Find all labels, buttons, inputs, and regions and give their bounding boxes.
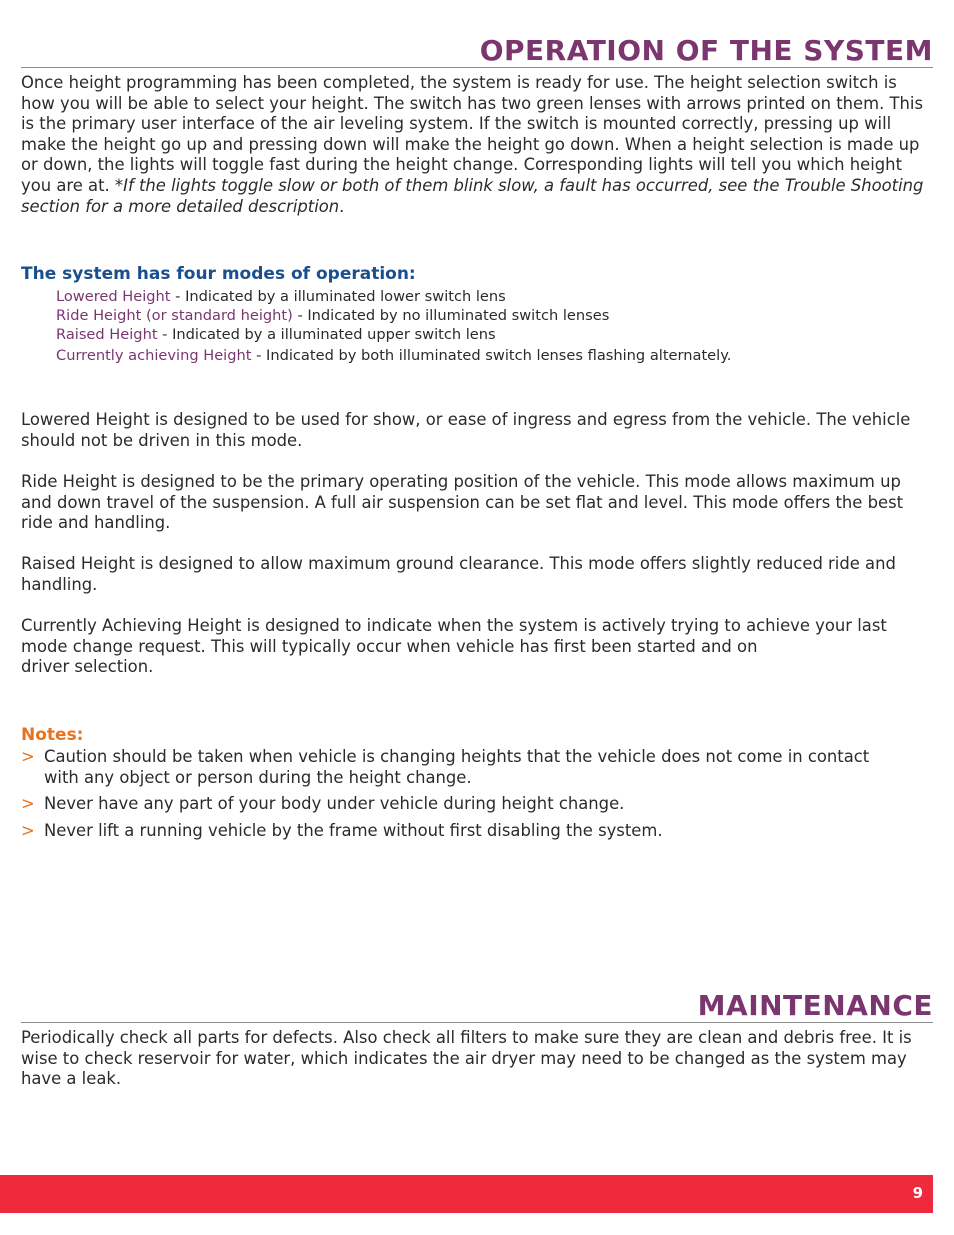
mode-item xyxy=(56,325,936,344)
mode-item xyxy=(56,346,936,365)
intro-text: Once height programming has been completed, the system is ready for use. The height selection switch is how you will be able to select your height. The switch has two green lenses with arrows printed on them. This is the primary user interface of the air leveling system. If the switch is mounted correctly, pressing up will make the height go up and pressing down will make the height go down. When a height selection is made up or down, the lights will toggle fast during the height change. Corresponding lights will tell you which height you are at. * xyxy=(21,73,924,195)
achieving-text: Currently Achieving Height is designed to indicate when the system is actively trying to achieve your last mode change request. This will typically occur when vehicle has first been started and on xyxy=(21,616,887,656)
note-item xyxy=(21,746,901,788)
mode-desc: - Indicated by a illuminated lower switch lens xyxy=(170,288,506,305)
note-text: Caution should be taken when vehicle is changing heights that the vehicle does not come in contact with any object or person during the height change. xyxy=(44,747,870,787)
mode-name: Raised Height xyxy=(56,326,158,343)
note-text: Never have any part of your body under vehicle during height change. xyxy=(44,794,625,813)
lowered-height-paragraph: Lowered Height is designed to be used for show, or ease of ingress and egress from the vehicle. The vehicle should not be driven in this mode. xyxy=(21,410,911,450)
achieving-text-end: driver selection. xyxy=(21,657,154,677)
mode-item xyxy=(56,306,936,325)
operation-title: OPERATION OF THE SYSTEM xyxy=(21,35,933,68)
note-marker: > xyxy=(21,821,35,840)
mode-item xyxy=(56,287,936,306)
mode-name: Ride Height (or standard height) xyxy=(56,307,293,324)
note-marker: > xyxy=(21,794,35,813)
ride-height-paragraph: Ride Height is designed to be the primary operating position of the vehicle. This mode allows maximum up and down travel of the suspension. A full air suspension can be set flat and level. This mode offers the best ride and handling. xyxy=(21,472,904,533)
operation-intro xyxy=(21,73,933,217)
mode-name: Lowered Height xyxy=(56,288,171,305)
achieving-height-paragraph xyxy=(21,616,933,678)
footer-bar xyxy=(0,1175,933,1213)
mode-desc: - Indicated by both illuminated switch lenses flashing alternately. xyxy=(251,347,732,364)
mode-desc: - Indicated by no illuminated switch lenses xyxy=(292,307,610,324)
mode-desc: - Indicated by a illuminated upper switch lens xyxy=(157,326,496,343)
page-number: 9 xyxy=(912,1184,923,1202)
modes-list xyxy=(56,287,936,365)
notes-heading: Notes: xyxy=(21,725,84,745)
note-marker: > xyxy=(21,747,35,766)
note-item xyxy=(21,820,901,841)
maintenance-title: MAINTENANCE xyxy=(21,990,933,1023)
note-item xyxy=(21,793,901,814)
maintenance-paragraph: Periodically check all parts for defects. Also check all filters to make sure they are clean and debris free. It is wise to check reservoir for water, which indicates the air dryer may need to be changed as the system may have a leak. xyxy=(21,1028,912,1089)
raised-height-paragraph: Raised Height is designed to allow maximum ground clearance. This mode offers slightly reduced ride and handling. xyxy=(21,554,896,594)
note-text: Never lift a running vehicle by the frame without first disabling the system. xyxy=(44,821,663,840)
intro-end: . xyxy=(339,196,345,216)
mode-name: Currently achieving Height xyxy=(56,347,252,364)
modes-heading: The system has four modes of operation: xyxy=(21,264,416,284)
intro-fault-note: If the lights toggle slow or both of them blink slow, a fault has occurred, see the Trouble Shooting section for a more detailed description xyxy=(21,175,924,216)
